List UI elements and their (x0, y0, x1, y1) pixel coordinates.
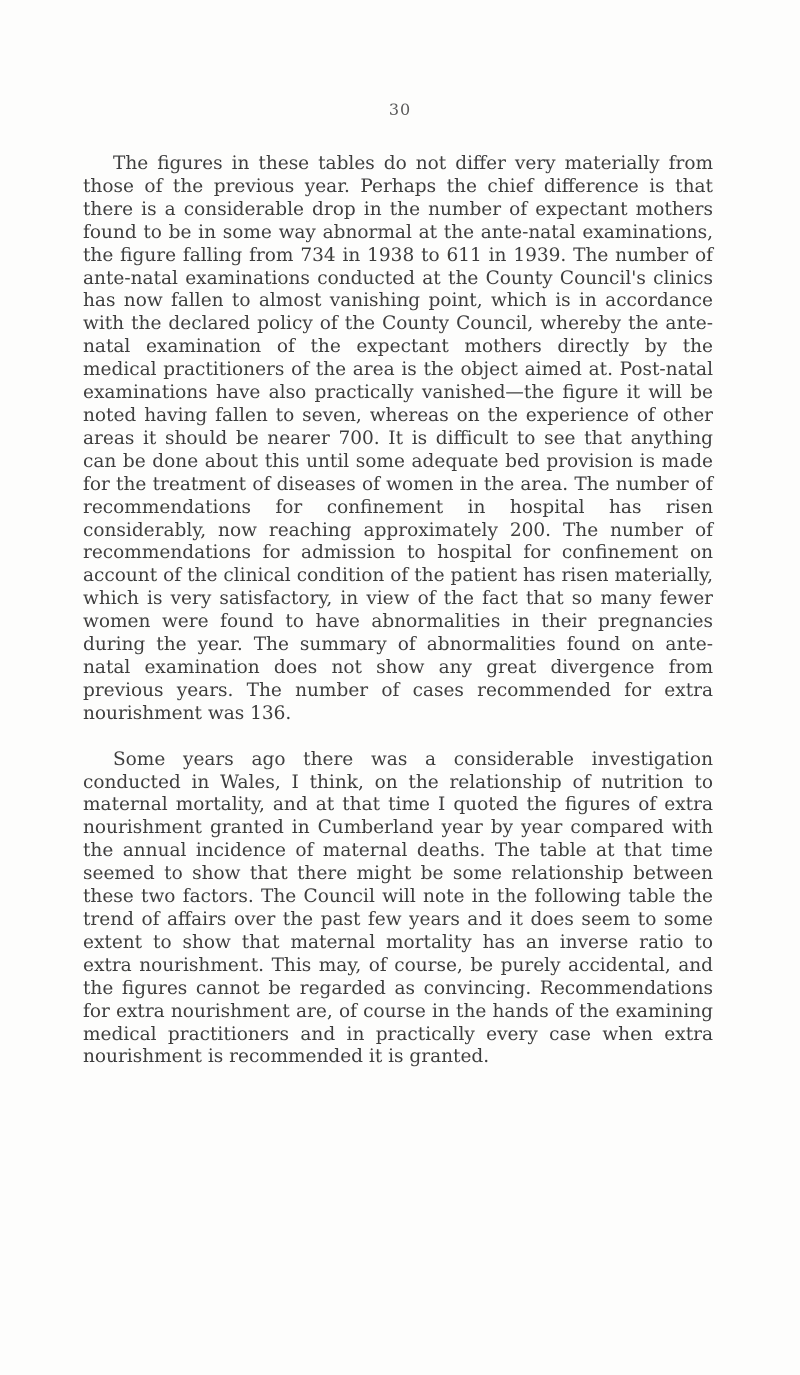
paragraph-ante-natal-figures: The figures in these tables do not differ very materially from those of the previous year. Perhaps the chief difference is that there is a considerable drop in the number of expectant mothers found to be in some way abnormal at the ante-natal examinations, the figure falling from 734 in 1938 to 611 in 1939. The number of ante-natal examinations conducted at the County Council's clinics has now fallen to almost vanishing point, which is in accordance with the declared policy of the County Council, whereby the ante-natal examination of the expectant mothers directly by the medical practitioners of the area is the object aimed at. Post-natal examinations have also practically vanished—the figure it will be noted having fallen to seven, whereas on the experience of other areas it should be nearer 700. It is difficult to see that anything can be done about this until some adequate bed provision is made for the treatment of diseases of women in the area. The number of recommendations for confinement in hospital has risen considerably, now reaching approximately 200. The number of recommendations for admission to hospital for confinement on account of the clinical condition of the patient has risen materially, which is very satisfactory, in view of the fact that so many fewer women were found to have abnormalities in their pregnancies during the year. The summary of abnormalities found on ante-natal examination does not show any great divergence from previous years. The number of cases recommended for extra nourishment was 136. (83, 153, 713, 724)
paragraph-nutrition-maternal-mortality: Some years ago there was a considerable investigation conducted in Wales, I think, on the relationship of nutrition to maternal mortality, and at that time I quoted the figures of extra nourishment granted in Cumberland year by year compared with the annual incidence of maternal deaths. The table at that time seemed to show that there might be some relationship between these two factors. The Council will note in the following table the trend of affairs over the past few years and it does seem to some extent to show that maternal mortality has an inverse ratio to extra nourishment. This may, of course, be purely accidental, and the figures cannot be regarded as convincing. Recommendations for extra nourishment are, of course in the hands of the examining medical practitioners and in practically every case when extra nourishment is recommended it is granted. (83, 748, 713, 1068)
body-text (83, 153, 713, 1069)
page-number: 30 (388, 100, 412, 119)
